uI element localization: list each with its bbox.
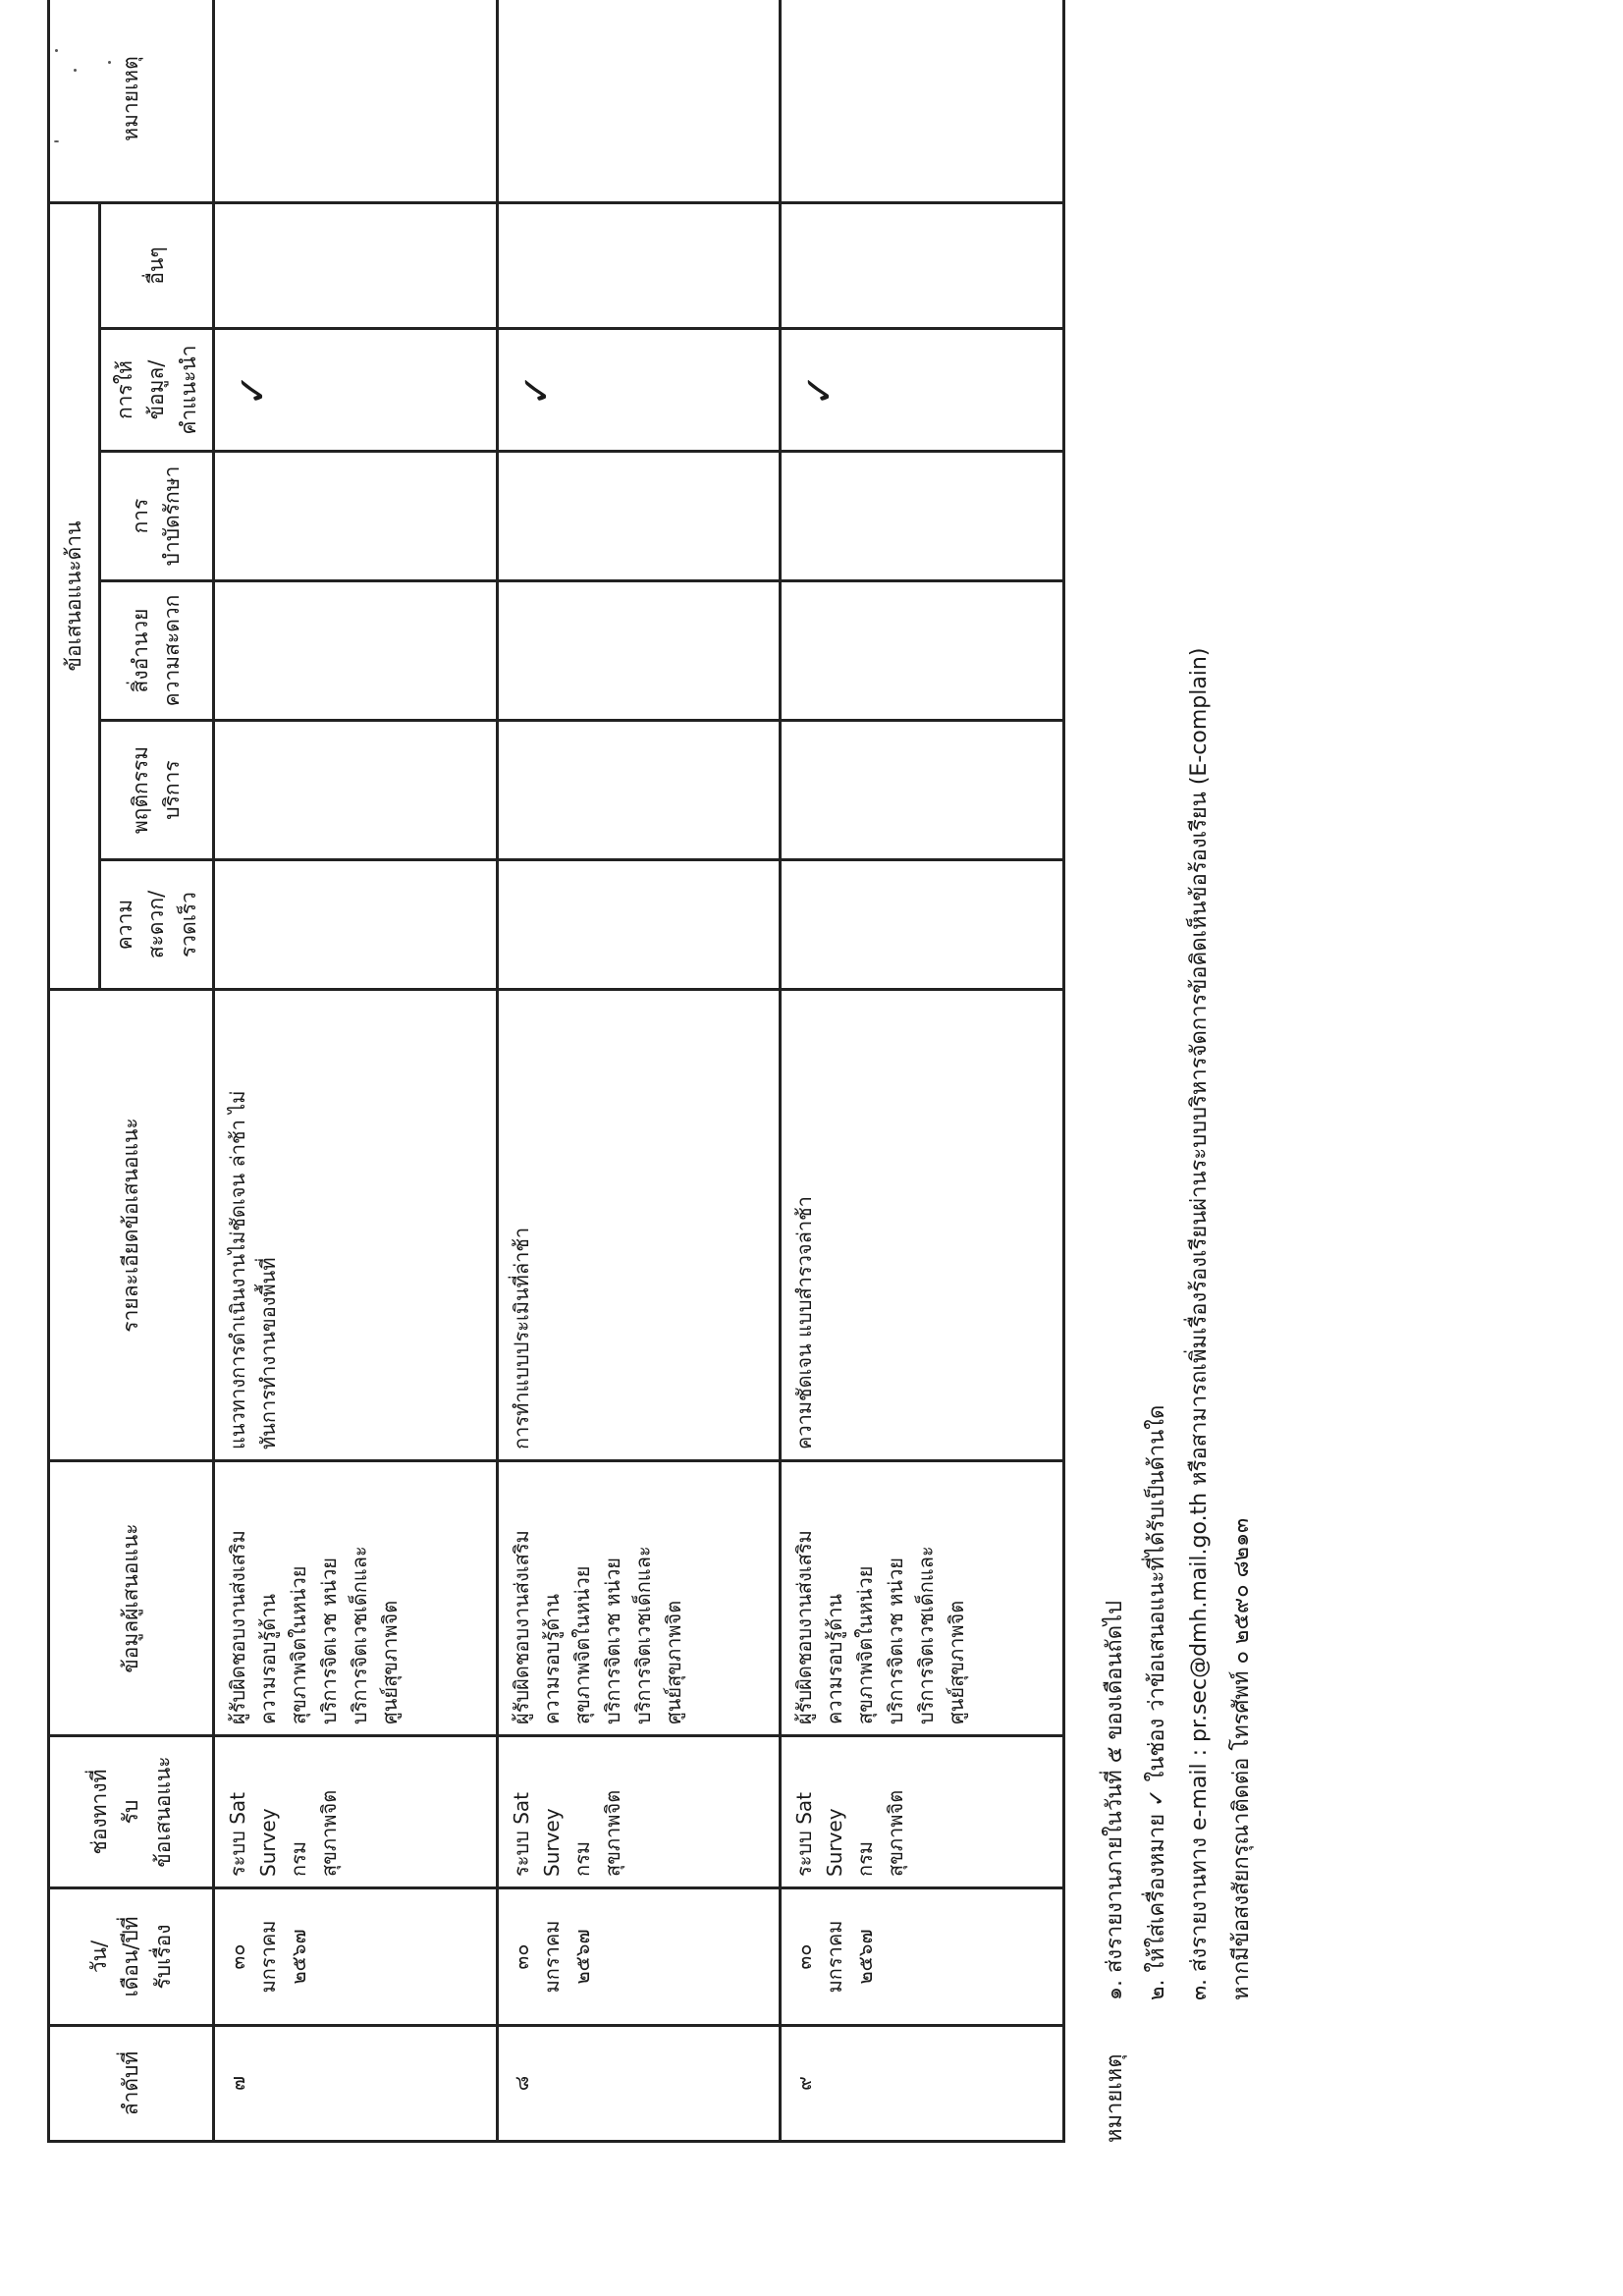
- suggestion-table: [47, 0, 1065, 2143]
- footnote-item-3: ๓. ส่งรายงานทาง e-mail : pr.sec@dmh.mail.go.th หรือสามารถเพิ่มเรื่องร้องเรียนผ่านระบบบริหารจัดการข้อคิดเห็นข้อร้องเรียน (E-complain): [1186, 647, 1212, 2000]
- footnotes: [1095, 277, 1264, 2143]
- footnote-spacer: [1137, 2000, 1179, 2143]
- subheader-facilities: สิ่งอำนวย ความสะดวก: [99, 581, 214, 721]
- footnote-line: [1095, 277, 1137, 2143]
- table-row: [781, 0, 1064, 2142]
- cell-mark-service-behavior: [214, 721, 498, 860]
- cell-mark-service-behavior: [497, 721, 781, 860]
- header-group: ข้อเสนอแนะด้าน: [49, 202, 100, 989]
- cell-mark-other: [214, 202, 498, 328]
- cell-channel: ระบบ Sat Survey กรม สุขภาพจิต: [214, 1736, 498, 1888]
- header-proposer: ข้อมูลผู้เสนอแนะ: [49, 1461, 214, 1736]
- cell-proposer: ผู้รับผิดชอบงานส่งเสริม ความรอบรู้ด้าน สุขภาพจิตในหน่วย บริการจิตเวช หน่วย บริการจิตเวชเด็กและ ศูนย์สุขภาพจิต: [497, 1461, 781, 1736]
- footnote-contact: หากมีข้อสงสัยกรุณาติดต่อ โทรศัพท์ ๐ ๒๕๙๐ ๘๒๑๓: [1228, 1517, 1254, 2000]
- cell-mark-convenience-speed: [497, 860, 781, 990]
- check-mark-icon: ✓: [781, 329, 1064, 452]
- cell-mark-service-behavior: [781, 721, 1064, 860]
- cell-detail: แนวทางการดำเนินงานไม่ชัดเจน ล่าช้า ไม่ ทันการทำงานของพื้นที่: [214, 990, 498, 1461]
- cell-proposer: ผู้รับผิดชอบงานส่งเสริม ความรอบรู้ด้าน สุขภาพจิตในหน่วย บริการจิตเวช หน่วย บริการจิตเวชเด็กและ ศูนย์สุขภาพจิต: [214, 1461, 498, 1736]
- cell-date: ๓๐ มกราคม ๒๕๖๗: [781, 1888, 1064, 2026]
- cell-mark-convenience-speed: [781, 860, 1064, 990]
- cell-channel: ระบบ Sat Survey กรม สุขภาพจิต: [497, 1736, 781, 1888]
- subheader-convenience-speed: ความ สะดวก/ รวดเร็ว: [99, 860, 214, 990]
- subheader-other: อื่นๆ: [99, 202, 214, 328]
- header-channel: ช่องทางที่ รับ ข้อเสนอแนะ: [49, 1736, 214, 1888]
- footnote-line: [1221, 277, 1264, 2143]
- table-row: [214, 0, 498, 2142]
- cell-no: ๗: [214, 2026, 498, 2142]
- footnote-item-2: ๒. ให้ใส่เครื่องหมาย ✓ ในช่อง ว่าข้อเสนอแนะที่ได้รับเป็นด้านใด: [1144, 1404, 1169, 2000]
- header-detail: รายละเอียดข้อเสนอแนะ: [49, 990, 214, 1461]
- cell-mark-facilities: [214, 581, 498, 721]
- subheader-service-behavior: พฤติกรรม บริการ: [99, 721, 214, 860]
- footnote-item-1: ๑. ส่งรายงานภายในวันที่ ๕ ของเดือนถัดไป: [1103, 1600, 1127, 2000]
- cell-mark-facilities: [781, 581, 1064, 721]
- header-remark: หมายเหตุ: [49, 0, 214, 202]
- cell-no: ๘: [497, 2026, 781, 2142]
- cell-mark-treatment: [781, 452, 1064, 581]
- cell-mark-facilities: [497, 581, 781, 721]
- cell-remark: [214, 0, 498, 202]
- footnote-spacer: [1179, 2000, 1221, 2143]
- check-mark-icon: ✓: [497, 329, 781, 452]
- check-mark-icon: ✓: [214, 329, 498, 452]
- header-date: วัน/ เดือน/ปีที่ รับเรื่อง: [49, 1888, 214, 2026]
- table-row: [497, 0, 781, 2142]
- subheader-treatment: การ บำบัดรักษา: [99, 452, 214, 581]
- cell-mark-other: [781, 202, 1064, 328]
- cell-mark-other: [497, 202, 781, 328]
- cell-detail: การทำแบบประเมินที่ล่าช้า: [497, 990, 781, 1461]
- footnote-label: หมายเหตุ: [1103, 2053, 1127, 2143]
- cell-detail: ความชัดเจน แบบสำรวจล่าช้า: [781, 990, 1064, 1461]
- cell-remark: [781, 0, 1064, 202]
- cell-no: ๙: [781, 2026, 1064, 2142]
- cell-date: ๓๐ มกราคม ๒๕๖๗: [497, 1888, 781, 2026]
- cell-remark: [497, 0, 781, 202]
- cell-proposer: ผู้รับผิดชอบงานส่งเสริม ความรอบรู้ด้าน สุขภาพจิตในหน่วย บริการจิตเวช หน่วย บริการจิตเวชเด็กและ ศูนย์สุขภาพจิต: [781, 1461, 1064, 1736]
- cell-mark-convenience-speed: [214, 860, 498, 990]
- cell-channel: ระบบ Sat Survey กรม สุขภาพจิต: [781, 1736, 1064, 1888]
- cell-mark-treatment: [497, 452, 781, 581]
- footnote-spacer: [1221, 2000, 1264, 2143]
- footnote-line: [1179, 277, 1221, 2143]
- header-row: [49, 0, 100, 2142]
- cell-date: ๓๐ มกราคม ๒๕๖๗: [214, 1888, 498, 2026]
- cell-mark-treatment: [214, 452, 498, 581]
- footnote-line: [1137, 277, 1179, 2143]
- subheader-information-advice: การให้ ข้อมูล/ คำแนะนำ: [99, 329, 214, 452]
- header-no: ลำดับที่: [49, 2026, 214, 2142]
